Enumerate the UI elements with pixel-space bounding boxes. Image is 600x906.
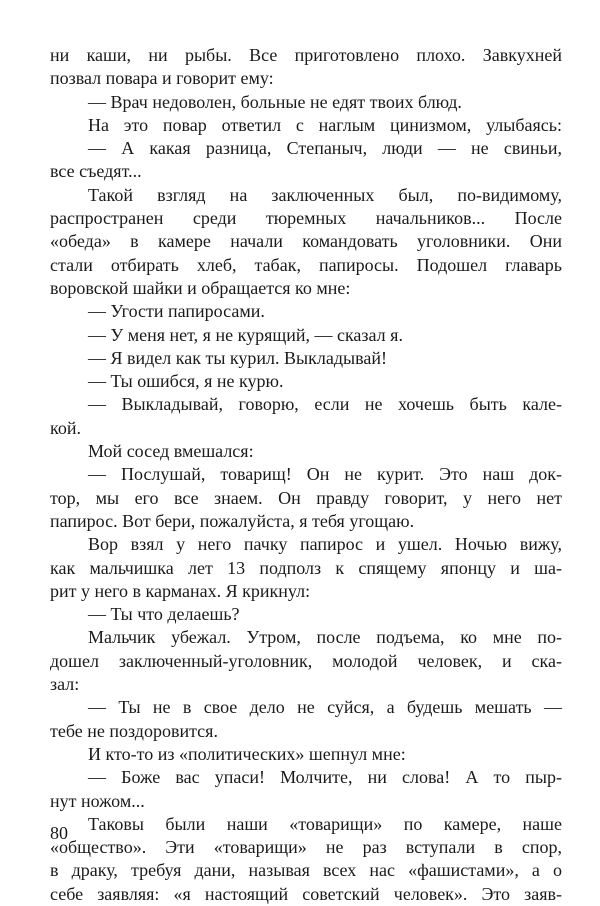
- text-line: ни каши, ни рыбы. Все приготовлено плохо. Завкухней: [50, 45, 562, 65]
- text-line: Мой сосед вмешался:: [88, 441, 254, 462]
- text-line: — Выкладывай, говорю, если не хочешь быть кале-: [88, 394, 562, 415]
- text-line: — У меня нет, я не курящий, — сказал я.: [88, 324, 403, 345]
- text-line: нут ножом...: [50, 790, 145, 811]
- text-line: Таковы были наши «товарищи» по камере, наше: [88, 813, 562, 834]
- text-line: воровской шайки и обращается ко мне:: [50, 277, 351, 298]
- text-line: Такой взгляд на заключенных был, по-видимому,: [88, 184, 562, 205]
- text-line: тебе не поздоровится.: [50, 720, 218, 741]
- text-line: — Ты ошибся, я не курю.: [88, 371, 284, 392]
- page-number: 80: [50, 823, 68, 843]
- text-line: зал:: [50, 674, 80, 695]
- text-line: — Я видел как ты курил. Выкладывай!: [88, 347, 387, 368]
- text-line: «обеда» в камере начали командовать уголовники. Они: [50, 231, 562, 252]
- text-line: тор, мы его все знаем. Он правду говорит, у него нет: [50, 487, 562, 508]
- text-line: — Врач недоволен, больные не едят твоих блюд.: [88, 91, 462, 112]
- text-line: в драку, требуя дани, называя всех нас «фашистами», а о: [50, 860, 562, 881]
- text-line: кой.: [50, 417, 81, 438]
- text-line: — Боже вас упаси! Молчите, ни слова! А то пыр-: [88, 767, 562, 788]
- text-line: рит у него в карманах. Я крикнул:: [50, 580, 311, 601]
- text-line: — А какая разница, Степаныч, люди — не свиньи,: [88, 138, 562, 159]
- text-line: себе заявляя: «я настоящий советский человек». Это заяв-: [50, 883, 562, 904]
- text-line: распространен среди тюремных начальников... После: [50, 208, 562, 229]
- text-line: — Послушай, товарищ! Он не курит. Это наш док-: [88, 464, 562, 485]
- text-line: — Ты что делаешь?: [88, 604, 240, 625]
- page-body: [50, 44, 562, 906]
- text-line: — Угости папиросами.: [88, 301, 265, 322]
- text-line: как мальчишка лет 13 подполз к спящему японцу и ша-: [50, 557, 562, 578]
- text-line: все съедят...: [50, 161, 142, 182]
- text-line: Мальчик убежал. Утром, после подъема, ко мне по-: [88, 627, 562, 648]
- text-line: «общество». Эти «товарищи» не раз вступали в спор,: [50, 837, 562, 858]
- text-line: На это повар ответил с наглым цинизмом, улыбаясь:: [88, 114, 562, 135]
- text-line: стали отбирать хлеб, табак, папиросы. Подошел главарь: [50, 254, 562, 275]
- text-line: дошел заключенный-уголовник, молодой человек, и ска-: [50, 650, 562, 671]
- text-line: папирос. Вот бери, пожалуйста, я тебя угощаю.: [50, 510, 415, 531]
- text-line: И кто-то из «политических» шепнул мне:: [88, 743, 406, 764]
- text-line: Вор взял у него пачку папирос и ушел. Ночью вижу,: [88, 534, 562, 555]
- text-line: — Ты не в свое дело не суйся, а будешь мешать —: [88, 697, 562, 718]
- text-line: позвал повара и говорит ему:: [50, 68, 274, 89]
